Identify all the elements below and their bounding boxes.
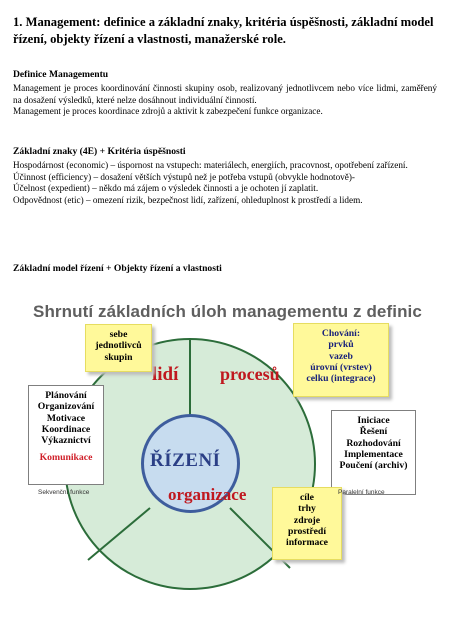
note-item: celku (integrace): [306, 373, 376, 385]
note-item: cíle: [300, 492, 314, 503]
label-organization: organizace: [168, 485, 247, 504]
note-heading: Chování:: [321, 328, 361, 339]
function-item: Poučení (archiv): [339, 460, 408, 472]
features-paragraph: [13, 160, 437, 206]
function-item: Iniciace: [357, 415, 390, 426]
function-item: Koordinace: [41, 423, 91, 435]
feature-line: Hospodárnost (economic) – úspornost na vstupech: materiálech, energiích, pracovnost, opotřebení zařízení.: [13, 160, 408, 170]
definition-line: Management je proces koordinování činnosti skupiny osob, realizovaný jednotlivcem nebo více lidmi, zaměřený na dosažení výsledků, které nelze dosáhnout individuální činností.: [13, 83, 437, 105]
heading-features: Základní znaky (4E) + Kritéria úspěšnosti: [13, 146, 186, 157]
feature-line: Odpovědnost (etic) – omezení rizik, bezpečnost lidí, zařízení, ohleduplnost k prostředí a lidem.: [13, 194, 363, 205]
function-item-highlight: Komunikace: [39, 452, 93, 464]
function-item: Rozhodování: [346, 437, 401, 449]
note-item: skupin: [104, 351, 133, 363]
label-sequential: Sekvenční funkce: [38, 489, 90, 496]
function-item: Plánování: [45, 390, 87, 401]
management-diagram: [0, 290, 456, 620]
parallel-functions-box: [331, 410, 416, 495]
note-item: zdroje: [293, 514, 321, 526]
diagram-title: Shrnutí základních úloh managementu z definic: [33, 302, 422, 321]
note-item: jednotlivců: [95, 340, 142, 352]
sequential-functions-box: [28, 385, 104, 485]
definition-line: Management je proces koordinace zdrojů a aktivit k zabezpečení funkce organizace.: [13, 106, 323, 116]
label-processes: procesů: [220, 364, 280, 384]
function-item: Implementace: [344, 448, 403, 460]
function-item: Organizování: [37, 401, 95, 413]
definition-paragraph: [13, 83, 437, 118]
note-item: prostředí: [287, 525, 327, 537]
note-people: [85, 324, 152, 372]
heading-definition: Definice Managementu: [13, 69, 109, 80]
function-item: Řešení: [359, 426, 388, 438]
note-item: vazeb: [329, 350, 353, 362]
note-item: sebe: [109, 329, 128, 340]
note-item: prvků: [328, 339, 354, 351]
feature-line: Účinnost (efficiency) – dosažení větších výstupů než je potřeba vstupů (obvykle hodnotově)-: [13, 171, 355, 182]
feature-line: Účelnost (expedient) – někdo má zájem o výsledek činnosti a je ochoten jí zaplatit.: [13, 183, 319, 193]
heading-model: Základní model řízení + Objekty řízení a vlastnosti: [13, 263, 222, 274]
page-title: 1. Management: definice a základní znaky, kritéria úspěšnosti, základní model řízení, objekty řízení a vlastnosti, manažerské role.: [13, 15, 434, 46]
label-parallel: Paralelní funkce: [338, 489, 385, 496]
note-behavior: [293, 323, 389, 397]
note-item: informace: [286, 537, 328, 549]
center-label: ŘÍZENÍ: [150, 450, 221, 471]
function-item: Motivace: [46, 412, 86, 424]
note-item: trhy: [298, 503, 316, 515]
function-item: Výkaznictví: [41, 435, 91, 447]
note-organization: [272, 487, 342, 560]
label-people: lidí: [152, 364, 179, 385]
note-item: úrovní (vrstev): [310, 361, 372, 373]
